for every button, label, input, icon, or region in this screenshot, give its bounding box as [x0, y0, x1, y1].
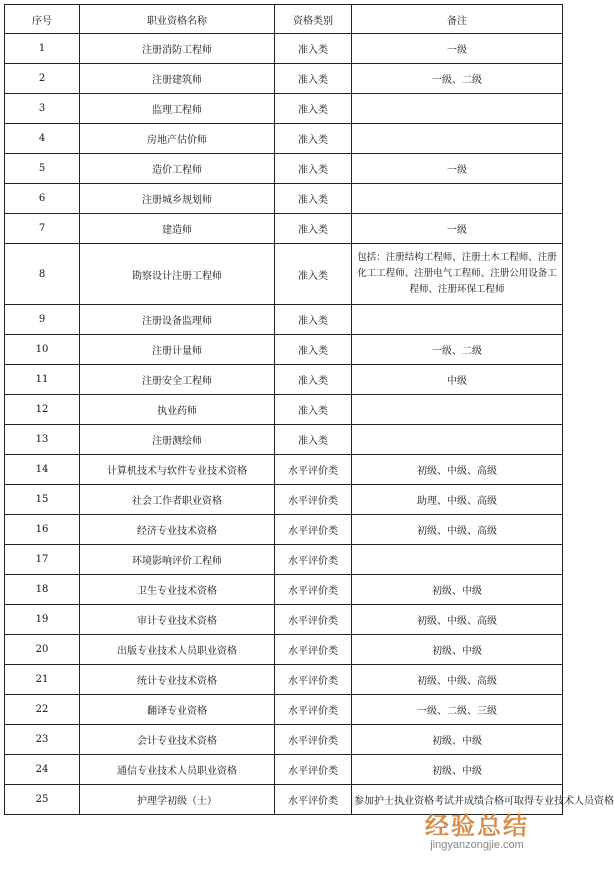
row-remarks	[352, 545, 563, 575]
row-serial-number: 1	[5, 34, 80, 64]
row-serial-number: 18	[5, 575, 80, 605]
row-serial-number: 8	[5, 244, 80, 305]
table-row	[5, 665, 563, 695]
header-qualification-name: 职业资格名称	[80, 5, 275, 34]
row-qualification-name: 卫生专业技术资格	[80, 575, 275, 605]
row-qualification-type: 准入类	[275, 335, 352, 365]
row-qualification-name: 通信专业技术人员职业资格	[80, 755, 275, 785]
table-row	[5, 635, 563, 665]
row-qualification-type: 准入类	[275, 124, 352, 154]
row-qualification-type: 水平评价类	[275, 485, 352, 515]
table-row	[5, 214, 563, 244]
table-row	[5, 425, 563, 455]
row-qualification-name: 翻译专业资格	[80, 695, 275, 725]
row-remarks	[352, 425, 563, 455]
row-qualification-type: 准入类	[275, 425, 352, 455]
table-row	[5, 305, 563, 335]
row-remarks: 一级、二级	[352, 64, 563, 94]
row-qualification-type: 水平评价类	[275, 695, 352, 725]
row-serial-number: 19	[5, 605, 80, 635]
row-serial-number: 5	[5, 154, 80, 184]
row-qualification-type: 水平评价类	[275, 785, 352, 815]
row-qualification-name: 统计专业技术资格	[80, 665, 275, 695]
row-qualification-type: 准入类	[275, 184, 352, 214]
row-remarks: 一级、二级	[352, 335, 563, 365]
table-row	[5, 395, 563, 425]
row-qualification-name: 审计专业技术资格	[80, 605, 275, 635]
row-remarks: 助理、中级、高级	[352, 485, 563, 515]
row-qualification-type: 水平评价类	[275, 635, 352, 665]
row-serial-number: 17	[5, 545, 80, 575]
table-row	[5, 94, 563, 124]
row-remarks: 初级、中级、高级	[352, 455, 563, 485]
table-row	[5, 605, 563, 635]
row-qualification-name: 计算机技术与软件专业技术资格	[80, 455, 275, 485]
row-qualification-name: 出版专业技术人员职业资格	[80, 635, 275, 665]
row-qualification-name: 造价工程师	[80, 154, 275, 184]
row-qualification-name: 会计专业技术资格	[80, 725, 275, 755]
row-serial-number: 14	[5, 455, 80, 485]
row-qualification-name: 护理学初级（士）	[80, 785, 275, 815]
header-remarks: 备注	[352, 5, 563, 34]
table-row	[5, 485, 563, 515]
row-remarks: 一级	[352, 154, 563, 184]
row-serial-number: 11	[5, 365, 80, 395]
table-row	[5, 244, 563, 305]
table-row	[5, 725, 563, 755]
row-remarks	[352, 94, 563, 124]
table-row	[5, 335, 563, 365]
row-serial-number: 25	[5, 785, 80, 815]
table-header-row	[5, 5, 563, 34]
row-remarks: 初级、中级	[352, 575, 563, 605]
row-serial-number: 12	[5, 395, 80, 425]
row-remarks	[352, 395, 563, 425]
row-qualification-type: 水平评价类	[275, 575, 352, 605]
table-row	[5, 34, 563, 64]
row-serial-number: 7	[5, 214, 80, 244]
row-serial-number: 3	[5, 94, 80, 124]
row-remarks: 初级、中级	[352, 725, 563, 755]
table-row	[5, 184, 563, 214]
row-remarks: 初级、中级、高级	[352, 605, 563, 635]
row-serial-number: 20	[5, 635, 80, 665]
row-remarks: 初级、中级、高级	[352, 515, 563, 545]
row-serial-number: 23	[5, 725, 80, 755]
row-qualification-type: 水平评价类	[275, 725, 352, 755]
row-qualification-type: 水平评价类	[275, 515, 352, 545]
table-row	[5, 575, 563, 605]
row-qualification-type: 准入类	[275, 305, 352, 335]
row-serial-number: 24	[5, 755, 80, 785]
row-remarks	[352, 124, 563, 154]
row-serial-number: 6	[5, 184, 80, 214]
row-remarks: 包括：注册结构工程师、注册土木工程师、注册化工工程师、注册电气工程师、注册公用设备工程师、注册环保工程师	[352, 244, 563, 305]
row-qualification-name: 监理工程师	[80, 94, 275, 124]
table-row	[5, 124, 563, 154]
table-row	[5, 64, 563, 94]
table-row	[5, 785, 563, 815]
row-qualification-name: 注册城乡规划师	[80, 184, 275, 214]
row-serial-number: 9	[5, 305, 80, 335]
row-qualification-name: 注册计量师	[80, 335, 275, 365]
site-watermark	[402, 813, 552, 851]
row-serial-number: 13	[5, 425, 80, 455]
row-qualification-name: 注册安全工程师	[80, 365, 275, 395]
row-qualification-type: 准入类	[275, 94, 352, 124]
row-qualification-type: 准入类	[275, 154, 352, 184]
row-qualification-name: 注册建筑师	[80, 64, 275, 94]
row-serial-number: 2	[5, 64, 80, 94]
table-row	[5, 695, 563, 725]
row-qualification-name: 注册设备监理师	[80, 305, 275, 335]
row-qualification-type: 准入类	[275, 244, 352, 305]
table-row	[5, 455, 563, 485]
table-row	[5, 515, 563, 545]
header-serial-number: 序号	[5, 5, 80, 34]
table-row	[5, 755, 563, 785]
row-qualification-name: 注册消防工程师	[80, 34, 275, 64]
row-remarks: 初级、中级、高级	[352, 665, 563, 695]
row-qualification-type: 准入类	[275, 395, 352, 425]
row-serial-number: 15	[5, 485, 80, 515]
row-remarks	[352, 305, 563, 335]
row-serial-number: 22	[5, 695, 80, 725]
row-qualification-type: 水平评价类	[275, 605, 352, 635]
watermark-url: jingyanzongjie.com	[430, 839, 524, 851]
row-qualification-name: 社会工作者职业资格	[80, 485, 275, 515]
watermark-logo-text: 经验总结	[425, 812, 529, 840]
row-serial-number: 10	[5, 335, 80, 365]
table-row	[5, 545, 563, 575]
row-qualification-type: 准入类	[275, 34, 352, 64]
row-qualification-type: 水平评价类	[275, 545, 352, 575]
row-remarks: 一级	[352, 214, 563, 244]
row-qualification-name: 执业药师	[80, 395, 275, 425]
row-qualification-type: 准入类	[275, 365, 352, 395]
table-row	[5, 365, 563, 395]
row-serial-number: 21	[5, 665, 80, 695]
row-serial-number: 16	[5, 515, 80, 545]
qualification-table	[4, 4, 614, 815]
row-remarks	[352, 184, 563, 214]
row-qualification-type: 水平评价类	[275, 755, 352, 785]
row-remarks: 初级、中级	[352, 635, 563, 665]
row-remarks: 参加护士执业资格考试并成绩合格可取得专业技术人员资格	[352, 785, 563, 815]
row-qualification-name: 勘察设计注册工程师	[80, 244, 275, 305]
row-qualification-type: 准入类	[275, 64, 352, 94]
row-remarks: 初级、中级	[352, 755, 563, 785]
row-serial-number: 4	[5, 124, 80, 154]
row-qualification-type: 水平评价类	[275, 665, 352, 695]
row-remarks: 一级、二级、三级	[352, 695, 563, 725]
table-row	[5, 154, 563, 184]
row-remarks: 中级	[352, 365, 563, 395]
row-remarks: 一级	[352, 34, 563, 64]
table-body	[5, 34, 614, 815]
header-qualification-type: 资格类别	[275, 5, 352, 34]
row-qualification-name: 房地产估价师	[80, 124, 275, 154]
row-qualification-name: 注册测绘师	[80, 425, 275, 455]
row-qualification-name: 经济专业技术资格	[80, 515, 275, 545]
row-qualification-type: 水平评价类	[275, 455, 352, 485]
row-qualification-type: 准入类	[275, 214, 352, 244]
row-qualification-name: 建造师	[80, 214, 275, 244]
row-qualification-name: 环境影响评价工程师	[80, 545, 275, 575]
